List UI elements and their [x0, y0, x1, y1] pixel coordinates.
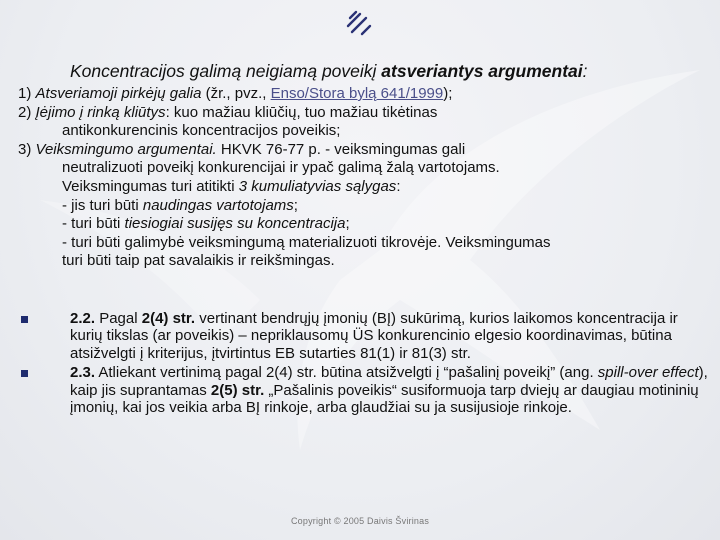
item-text: ); — [443, 85, 453, 102]
condition-1 — [40, 197, 708, 216]
item-emphasis: naudingas vartotojams — [142, 196, 294, 214]
bullet-bold: 2(4) str. — [141, 310, 196, 327]
bullet-square-icon — [21, 370, 28, 377]
bullet-text: vertinant bendrųjų įmonių (BĮ) sukūrimą, kurios laikomos koncentracija ir kurių tikslas (ar poveikis) – nepriklausomų ÜS konkurencinio elgesio koordinavimas, būtina atsižvelgti į kriterijus, įtvirtintus EB sutarties 81(1) ir 81(3) str. — [70, 310, 678, 362]
item-text: ; — [293, 196, 298, 214]
bullet-lead: 2.2. — [70, 310, 96, 327]
title-italic-text: Koncentracijos galimą neigiamą poveikį — [70, 61, 377, 81]
bullet-square-icon — [21, 316, 28, 323]
bullet-text: „Pašalinis poveikis“ susiformuoja tarp dviejų ar daugiau motininių įmonių, kai jos veikia arba BĮ rinkoje, arba glaudžiai su ja susijusioje rinkoje. — [70, 381, 699, 417]
bullet-lead: 2.3. — [70, 364, 96, 382]
logo-icon — [340, 4, 380, 40]
bullet-text: Atliekant vertinimą pagal 2(4) str. būtina atsižvelgti į “pašalinį poveikį” (ang. — [95, 364, 598, 382]
list-item-2 — [18, 104, 708, 141]
bullet-text: Pagal — [95, 310, 142, 327]
item-number: 3) — [18, 140, 32, 158]
item-emphasis: Įėjimo į rinką kliūtys — [35, 103, 166, 121]
item-number: 2) — [18, 103, 32, 121]
copyright-footer: Copyright © 2005 Daivis Švirinas — [290, 516, 430, 526]
item-text: (žr., pvz., — [201, 85, 271, 102]
item-text: : kuo mažiau kliūčių, tuo mažiau tikėtinas — [165, 103, 438, 121]
item-emphasis: Veiksmingumo argumentai. — [35, 140, 217, 158]
item-text: - turi būti — [62, 215, 125, 233]
item-text: Veiksmingumas turi atitikti — [62, 177, 239, 195]
bullet-item-2-2 — [18, 310, 708, 362]
list-item-3 — [18, 141, 708, 271]
bullet-text: ), kaip jis suprantamas — [70, 364, 708, 399]
item-emphasis: Atsveriamoji pirkėjų galia — [35, 85, 202, 102]
item-number: 1) — [18, 85, 32, 102]
item-text: HKVK 76-77 p. - veiksmingumas gali — [216, 140, 466, 158]
bullet-emphasis: spill-over effect — [597, 364, 699, 382]
bullet-bold: 2(5) str. — [210, 381, 265, 399]
item-text: antikonkurencinis koncentracijos poveikis; — [62, 122, 341, 140]
slide-title — [70, 60, 710, 82]
item-text: neutralizuoti poveikį konkurencijai ir ypač galimą žalą vartotojams. — [62, 159, 500, 177]
title-colon: : — [582, 61, 588, 81]
item-text: - jis turi būti — [62, 196, 143, 214]
item-text: : — [396, 177, 401, 195]
numbered-list — [18, 85, 708, 271]
bullet-item-2-3 — [18, 364, 708, 416]
enso-stora-link[interactable]: Enso/Stora bylą 641/1999 — [270, 85, 444, 102]
item-text: ; — [345, 215, 350, 233]
bullet-list — [18, 310, 708, 418]
condition-3: - turi būti galimybė veiksmingumą materializuoti tikrovėje. Veiksmingumas — [62, 233, 551, 251]
title-bold-text: atsveriantys argumentai — [381, 61, 583, 81]
item-emphasis: tiesiogiai susijęs su koncentracija — [124, 215, 346, 233]
list-item-1 — [18, 85, 708, 104]
conditions-intro — [40, 178, 708, 197]
condition-3-cont: turi būti taip pat savalaikis ir reikšmingas. — [62, 252, 335, 270]
item-emphasis: 3 kumuliatyvias sąlygas — [238, 177, 397, 195]
condition-2 — [40, 215, 708, 234]
